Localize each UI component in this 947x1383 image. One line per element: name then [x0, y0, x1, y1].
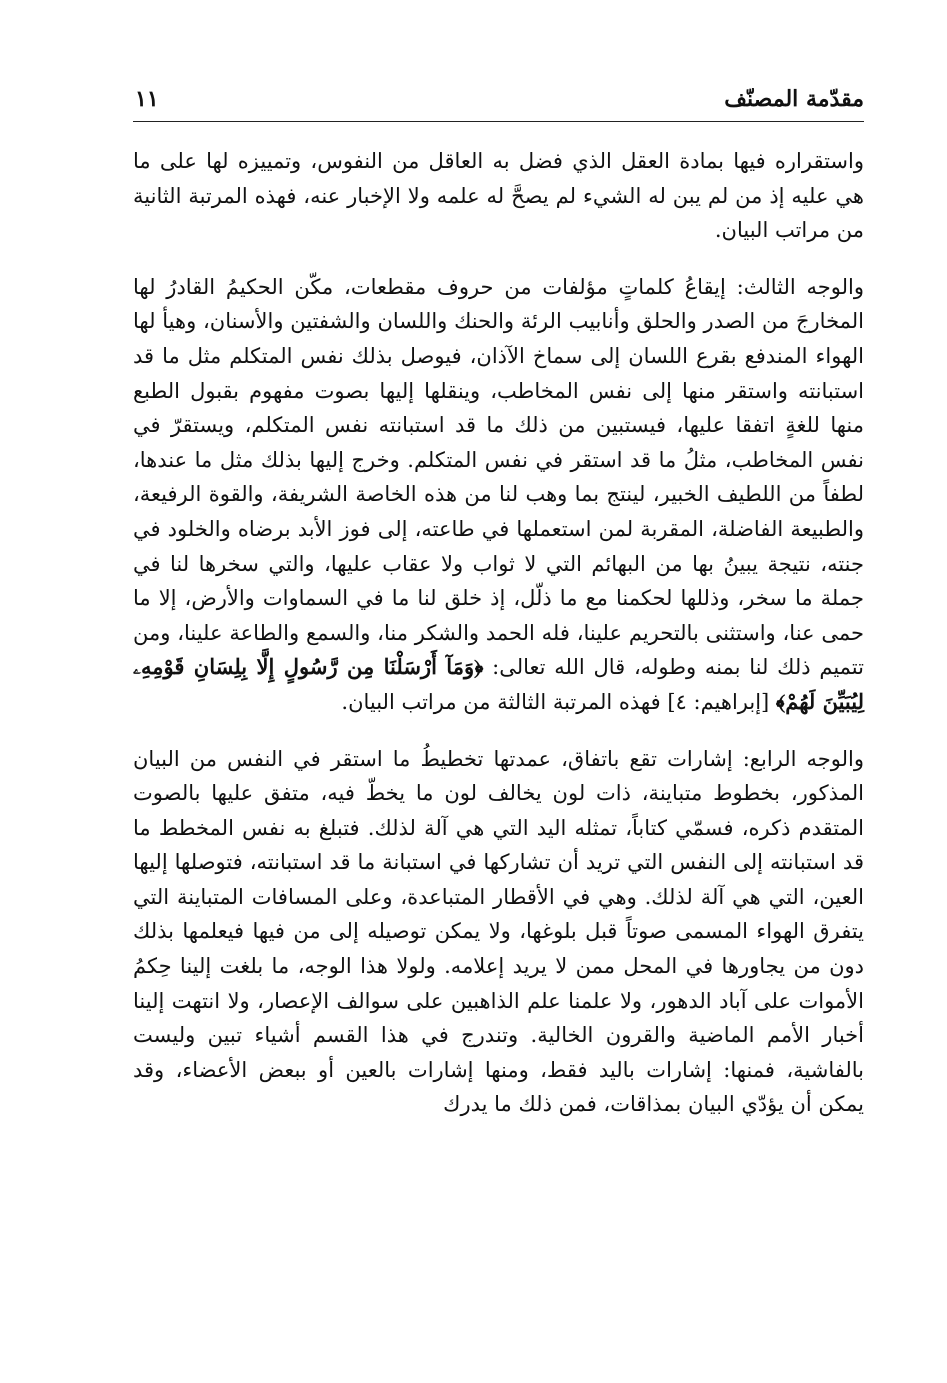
page-header [133, 84, 864, 118]
quote-citation: [إبراهيم: ٤] [660, 689, 776, 714]
paragraph-text [133, 270, 864, 720]
page-number: ١١ [135, 86, 159, 112]
paragraph-text-after-quote: فهذه المرتبة الثالثة من مراتب البيان. [341, 689, 661, 714]
header-divider [133, 121, 864, 122]
paragraph-fourth-aspect [133, 742, 864, 1123]
paragraph-text-before-quote: والوجه الثالث: إيقاعُ كلماتٍ مؤلفات من حروف مقطعات، مكّن الحكيمُ القادرُ لها المخارجَ من الصدر والحلق وأنابيب الرئة والحنك واللسان والشفتين والأسنان، وهيأ لها الهواء المندفع بقرع اللسان إلى سماخ الآذان، فيوصل بذلك نفس المتكلم مثل ما قد استبانته واستقر منها إلى نفس المخاطب، وينقلها إليها بصوت مفهوم بقبول الطبع منها للغةٍ اتفقا عليها، فيستبين من ذلك ما قد استبانته نفس المتكلم، ويستقرّ في نفس المخاطب، مثلُ ما قد استقر في نفس المتكلم. وخرج إليها بذلك مثل ما عندها، لطفاً من اللطيف الخبير، لينتج بما وهب لنا من هذه الخاصة الشريفة، والقوة الرفيعة، والطبيعة الفاضلة، المقربة لمن استعملها في طاعته، إلى فوز الأبد برضاه والخلود في جنته، نتيجة يبينُ بها من البهائم التي لا ثواب ولا عقاب عليها، والتي سخرها لنا في جملة ما سخر، وذللها لحكمنا مع ما ذلّل، إذ خلق لنا ما في السماوات والأرض، إلا ما حمى عنا، واستثنى بالتحريم علينا، فله الحمد والشكر منا، والسمع والطاعة علينا، ومن تتميم ذلك لنا بمنه وطوله، قال الله تعالى: [133, 274, 864, 680]
page-body [133, 144, 864, 1122]
running-title: مقدّمة المصنّف [724, 86, 864, 112]
paragraph-third-aspect [133, 270, 864, 720]
quran-quote: ﴿وَمَآ أَرْسَلْنَا مِن رَّسُولٍ إِلَّا بِلِسَانِ قَوْمِهِۦ لِيُبَيِّنَ لَهُمْ﴾ [133, 654, 864, 714]
paragraph-text: واستقراره فيها بمادة العقل الذي فضل به العاقل من النفوس، وتمييزه لها على ما هي عليه إذ من لم يبن له الشيء لم يصحَّ له علمه ولا الإخبار عنه، فهذه المرتبة الثانية من مراتب البيان. [133, 149, 864, 243]
paragraph-text: والوجه الرابع: إشارات تقع باتفاق، عمدتها تخطيطُ ما استقر في النفس من البيان المذكور، بخطوط متباينة، ذات لون يخالف لون ما يخطّ فيه، متفق عليها بالصوت المتقدم ذكره، فسمّي كتاباً، تمثله اليد التي هي آلة لذلك. فتبلغ به نفس المخطط ما قد استبانته إلى النفس التي تريد أن تشاركها في استبانة ما قد استبانته، فتوصلها إليها العين، التي هي آلة لذلك. وهي في الأقطار المتباعدة، وعلى المسافات المتباينة التي يتفرق الهواء المسمى صوتاً قبل بلوغها، ولا يمكن توصيله إلى من فيها فيعلمها بذلك دون من يجاورها في المحل ممن لا يريد إعلامه. ولولا هذا الوجه، ما بلغت إلينا حِكمُ الأموات على آباد الدهور، ولا علمنا علم الذاهبين على سوالف الإعصار، ولا انتهت إلينا أخبار الأمم الماضية والقرون الخالية. وتندرج في هذا القسم أشياء تبين وليست بالفاشية، فمنها: إشارات باليد فقط، ومنها إشارات بالعين أو ببعض الأعضاء، وقد يمكن أن يؤدّي البيان بمذاقات، فمن ذلك ما يدرك [133, 746, 864, 1117]
paragraph-second-rank [133, 144, 864, 248]
